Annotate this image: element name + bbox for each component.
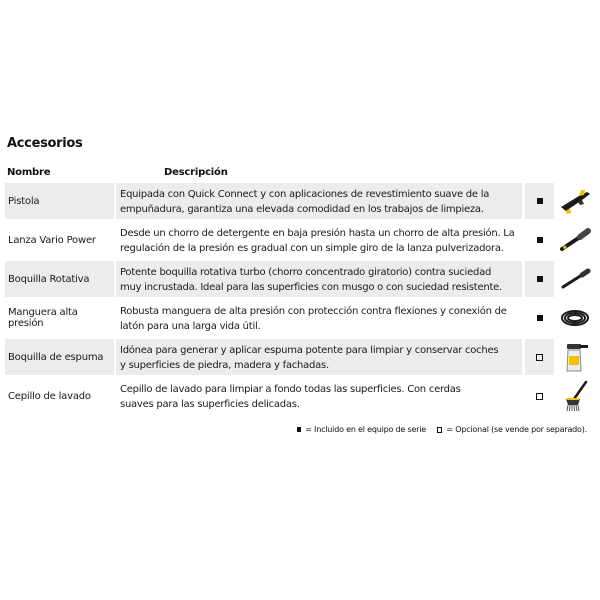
accessory-name: Boquilla de espuma bbox=[5, 339, 114, 375]
column-header-name: Nombre bbox=[7, 167, 51, 178]
legend bbox=[297, 425, 587, 434]
accessory-name: Pistola bbox=[5, 183, 114, 219]
description-line: y superficies de piedra, madera y fachadas. bbox=[120, 360, 329, 371]
description-line: Desde un chorro de detergente en baja presión hasta un chorro de alta presión. La bbox=[120, 228, 515, 239]
accessory-description bbox=[116, 222, 522, 258]
hose-icon bbox=[556, 300, 593, 336]
table-row bbox=[5, 261, 593, 297]
included-mark bbox=[525, 183, 554, 219]
vario-lance-icon bbox=[556, 222, 593, 258]
wash-brush-icon bbox=[556, 378, 593, 414]
accessory-name: Manguera alta presión bbox=[8, 307, 78, 329]
description-line: Equipada con Quick Connect y con aplicaciones de revestimiento suave de la bbox=[120, 189, 490, 200]
filled-square-icon bbox=[537, 237, 543, 243]
included-mark bbox=[525, 222, 554, 258]
accessory-description bbox=[116, 339, 522, 375]
optional-mark bbox=[525, 378, 554, 414]
description-line: regulación de la presión es gradual con un simple giro de la lanza pulverizadora. bbox=[120, 243, 504, 254]
accessory-name: Cepillo de lavado bbox=[8, 390, 91, 402]
description-line: Cepillo de lavado para limpiar a fondo todas las superficies. Con cerdas bbox=[120, 384, 461, 395]
table-row bbox=[5, 183, 593, 219]
accessory-description bbox=[116, 261, 522, 297]
table-row bbox=[5, 339, 593, 375]
description-line: suaves para las superficies delicadas. bbox=[120, 399, 300, 410]
filled-square-icon bbox=[537, 198, 543, 204]
filled-square-icon bbox=[537, 315, 543, 321]
accessory-description bbox=[116, 183, 522, 219]
legend-optional: = Opcional (se vende por separado). bbox=[446, 425, 587, 434]
empty-square-icon bbox=[437, 427, 442, 433]
page-title: Accesorios bbox=[7, 136, 83, 151]
filled-square-icon bbox=[537, 276, 543, 282]
description-line: latón para una larga vida útil. bbox=[120, 321, 261, 332]
description-line: Idónea para generar y aplicar espuma potente para limpiar y conservar coches bbox=[120, 345, 499, 356]
included-mark bbox=[525, 261, 554, 297]
accessory-name: Boquilla Rotativa bbox=[5, 261, 114, 297]
optional-mark bbox=[525, 339, 554, 375]
accessory-description bbox=[116, 300, 522, 336]
table-row bbox=[5, 300, 593, 336]
description-line: muy incrustada. Ideal para las superficies con musgo o con suciedad resistente. bbox=[120, 282, 502, 293]
column-header-description: Descripción bbox=[164, 167, 228, 178]
rotary-nozzle-icon bbox=[556, 261, 593, 297]
description-line: Robusta manguera de alta presión con protección contra flexiones y conexión de bbox=[120, 306, 507, 317]
accessory-name: Lanza Vario Power bbox=[8, 234, 96, 246]
table-row bbox=[5, 378, 593, 414]
empty-square-icon bbox=[536, 354, 543, 361]
description-line: Potente boquilla rotativa turbo (chorro concentrado giratorio) contra suciedad bbox=[120, 267, 492, 278]
description-line: empuñadura, garantiza una elevada comodidad en los trabajos de limpieza. bbox=[120, 204, 484, 215]
filled-square-icon bbox=[297, 427, 301, 432]
table-row bbox=[5, 222, 593, 258]
empty-square-icon bbox=[536, 393, 543, 400]
legend-included: = Incluido en el equipo de serie bbox=[305, 425, 427, 434]
accessory-description bbox=[116, 378, 522, 414]
foam-nozzle-icon bbox=[556, 339, 593, 375]
spray-gun-icon bbox=[556, 183, 593, 219]
included-mark bbox=[525, 300, 554, 336]
